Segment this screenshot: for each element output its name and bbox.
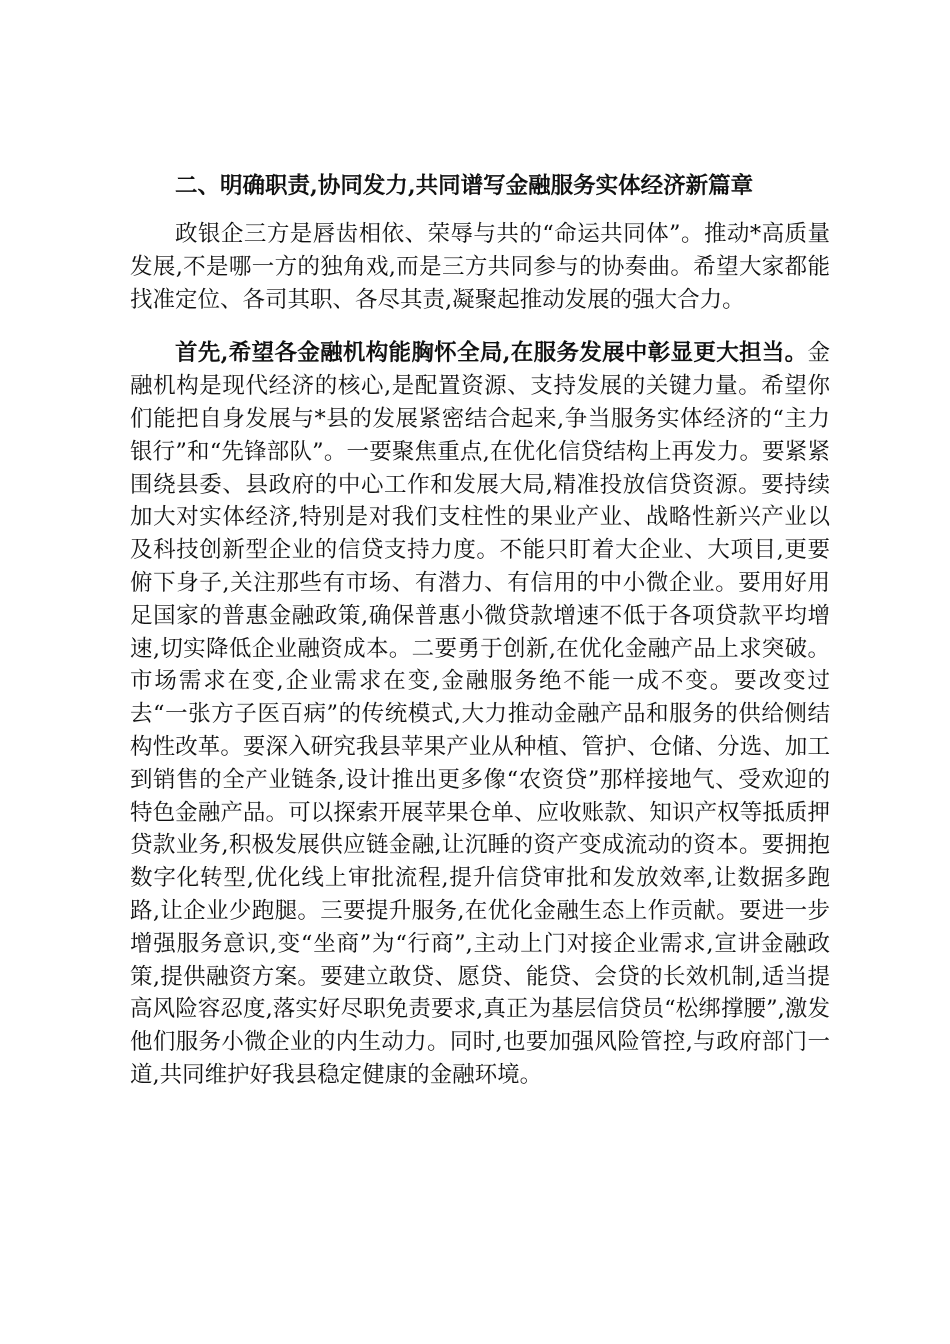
first-paragraph xyxy=(130,337,830,1091)
intro-paragraph: 政银企三方是唇齿相依、荣辱与共的“命运共同体”。推动*高质量发展,不是哪一方的独角戏,而是三方共同参与的协奏曲。希望大家都能找准定位、各司其职、各尽其责,凝聚起推动发展的强大合力。 xyxy=(130,221,830,313)
first-paragraph-lead: 首先,希望各金融机构能胸怀全局,在服务发展中彰显更大担当。 xyxy=(175,340,808,367)
document-page xyxy=(130,168,830,1092)
first-paragraph-body: 金融机构是现代经济的核心,是配置资源、支持发展的关键力量。希望你们能把自身发展与*县的发展紧密结合起来,争当服务实体经济的“主力银行”和“先锋部队”。一要聚焦重点,在优化信贷结构上再发力。要紧紧围绕县委、县政府的中心工作和发展大局,精准投放信贷资源。要持续加大对实体经济,特别是对我们支柱性的果业产业、战略性新兴产业以及科技创新型企业的信贷支持力度。不能只盯着大企业、大项目,更要俯下身子,关注那些有市场、有潜力、有信用的中小微企业。要用好用足国家的普惠金融政策,确保普惠小微贷款增速不低于各项贷款平均增速,切实降低企业融资成本。二要勇于创新,在优化金融产品上求突破。市场需求在变,企业需求在变,金融服务绝不能一成不变。要改变过去“一张方子医百病”的传统模式,大力推动金融产品和服务的供给侧结构性改革。要深入研究我县苹果产业从种植、管护、仓储、分选、加工到销售的全产业链条,设计推出更多像“农资贷”那样接地气、受欢迎的特色金融产品。可以探索开展苹果仓单、应收账款、知识产权等抵质押贷款业务,积极发展供应链金融,让沉睡的资产变成流动的资本。要拥抱数字化转型,优化线上审批流程,提升信贷审批和发放效率,让数据多跑路,让企业少跑腿。三要提升服务,在优化金融生态上作贡献。要进一步增强服务意识,变“坐商”为“行商”,主动上门对接企业需求,宣讲金融政策,提供融资方案。要建立敢贷、愿贷、能贷、会贷的长效机制,适当提高风险容忍度,落实好尽职免责要求,真正为基层信贷员“松绑撑腰”,激发他们服务小微企业的内生动力。同时,也要加强风险管控,与政府部门一道,共同维护好我县稳定健康的金融环境。 xyxy=(130,340,830,1088)
section-heading: 二、明确职责,协同发力,共同谱写金融服务实体经济新篇章 xyxy=(175,173,754,199)
